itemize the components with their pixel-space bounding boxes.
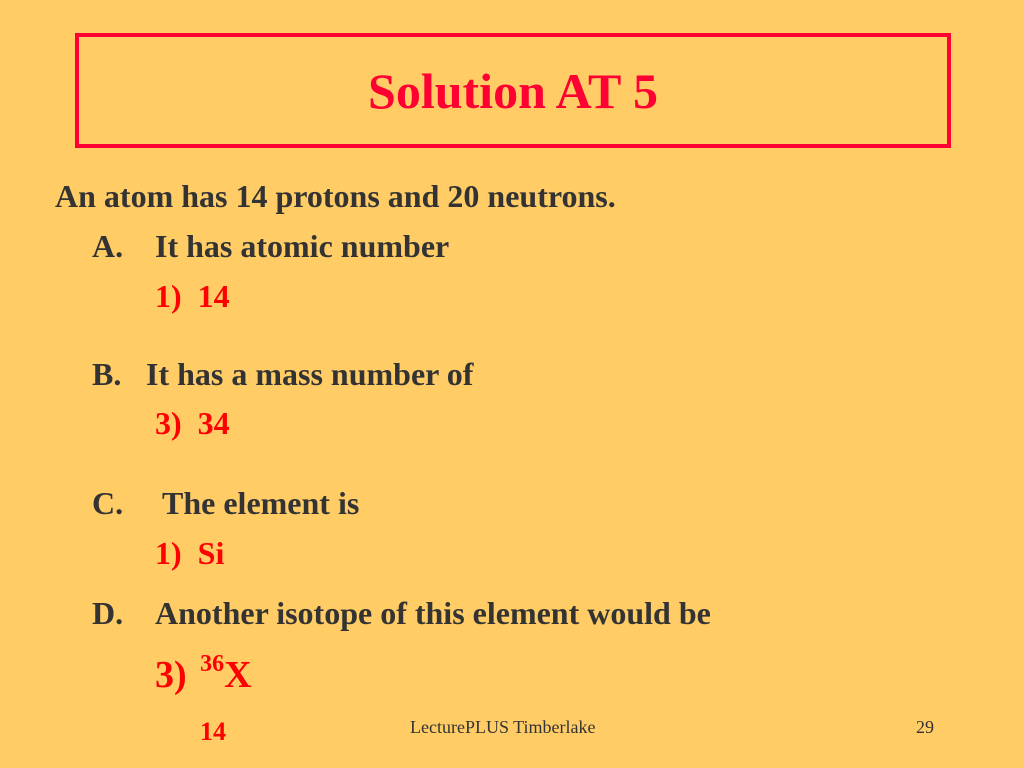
question-b	[92, 356, 474, 392]
answer-d-number: 3)	[155, 654, 187, 696]
answer-b-value: 34	[197, 405, 230, 441]
title-box	[75, 33, 951, 148]
answer-b-number: 3)	[155, 405, 182, 441]
question-a	[92, 228, 450, 264]
question-d-letter: D.	[92, 595, 124, 631]
question-c-letter: C.	[92, 485, 124, 521]
answer-a-number: 1)	[155, 278, 182, 314]
question-c	[92, 485, 360, 521]
footer-credit: LecturePLUS Timberlake	[410, 717, 596, 737]
question-a-letter: A.	[92, 228, 124, 264]
question-b-text: It has a mass number of	[146, 356, 474, 392]
question-a-text: It has atomic number	[155, 228, 450, 264]
answer-a-value: 14	[197, 278, 230, 314]
question-c-text: The element is	[162, 485, 360, 521]
answer-c-value: Si	[197, 535, 225, 571]
question-d	[92, 595, 711, 631]
question-d-text: Another isotope of this element would be	[155, 595, 711, 631]
answer-b	[155, 407, 230, 439]
answer-a	[155, 280, 230, 312]
answer-c-number: 1)	[155, 535, 182, 571]
answer-c	[155, 537, 224, 569]
answer-d-superscript: 36	[200, 651, 225, 678]
slide-title: Solution AT 5	[368, 62, 658, 119]
answer-d-symbol: X	[224, 654, 252, 696]
answer-d	[155, 651, 252, 696]
intro-text: An atom has 14 protons and 20 neutrons.	[55, 178, 616, 214]
page-number: 29	[916, 717, 934, 737]
question-b-letter: B.	[92, 356, 122, 392]
answer-d-subscript: 14	[200, 717, 226, 746]
